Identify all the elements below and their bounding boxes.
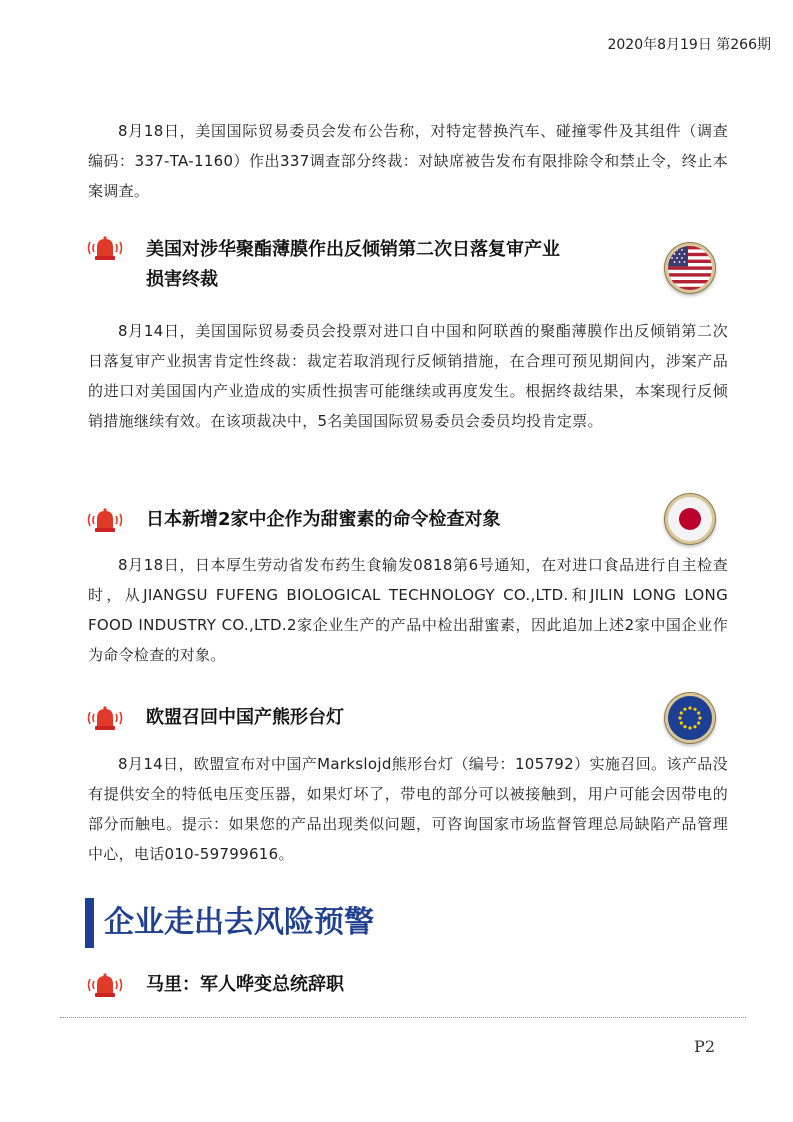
news-body-eu: 8月14日，欧盟宣布对中国产Markslojd熊形台灯（编号：105792）实施召回。该产品没有提供安全的特低电压变压器，如果灯坏了，带电的部分可以被接触到，用户可能会因带电的部分而触电。提示：如果您的产品出现类似问题，可咨询国家市场监督管理总局缺陷产品管理中心，电话010-59799616。 bbox=[88, 755, 728, 863]
section-title: 企业走出去风险预警 bbox=[104, 905, 374, 940]
alarm-icon bbox=[86, 234, 124, 262]
footer-divider bbox=[60, 1017, 746, 1018]
intro-paragraph: 8月18日，美国国际贸易委员会发布公告称，对特定替换汽车、碰撞零件及其组件（调查编码：337-TA-1160）作出337调查部分终裁：对缺席被告发布有限排除令和禁止令，终止本案调查。 bbox=[88, 122, 728, 200]
news-title-japan: 日本新增2家中企作为甜蜜素的命令检查对象 bbox=[146, 509, 501, 530]
issue-date: 2020年8月19日 第266期 bbox=[607, 37, 771, 53]
news-title-eu: 欧盟召回中国产熊形台灯 bbox=[146, 707, 344, 728]
alarm-icon bbox=[86, 506, 124, 534]
usa-flag-icon bbox=[668, 246, 712, 290]
section-accent-bar bbox=[85, 898, 94, 948]
news-body-japan: 8月18日，日本厚生劳动省发布药生食输发0818第6号通知，在对进口食品进行自主检查时，从JIANGSU FUFENG BIOLOGICAL TECHNOLOGY CO.,LTD.和JILIN LONG LONG FOOD INDUSTRY CO.,LTD.2家企业生产的产品中检出甜蜜素，因此追加上述2家中国企业作为命令检查的对象。 bbox=[88, 556, 728, 664]
page-number: P2 bbox=[694, 1037, 715, 1056]
news-title-usa: 美国对涉华聚酯薄膜作出反倾销第二次日落复审产业 损害终裁 bbox=[146, 239, 560, 290]
alarm-icon bbox=[86, 971, 124, 999]
japan-flag-icon bbox=[668, 497, 712, 541]
news-body-usa: 8月14日，美国国际贸易委员会投票对进口自中国和阿联酋的聚酯薄膜作出反倾销第二次日落复审产业损害肯定性终裁：裁定若取消现行反倾销措施，在合理可预见期间内，涉案产品的进口对美国国内产业造成的实质性损害可能继续或再度发生。根据终裁结果，本案现行反倾销措施继续有效。在该项裁决中，5名美国国际贸易委员会委员均投肯定票。 bbox=[88, 322, 728, 430]
risk-item-title: 马里：军人哗变总统辞职 bbox=[146, 974, 344, 995]
eu-flag-icon bbox=[668, 696, 712, 740]
alarm-icon bbox=[86, 704, 124, 732]
